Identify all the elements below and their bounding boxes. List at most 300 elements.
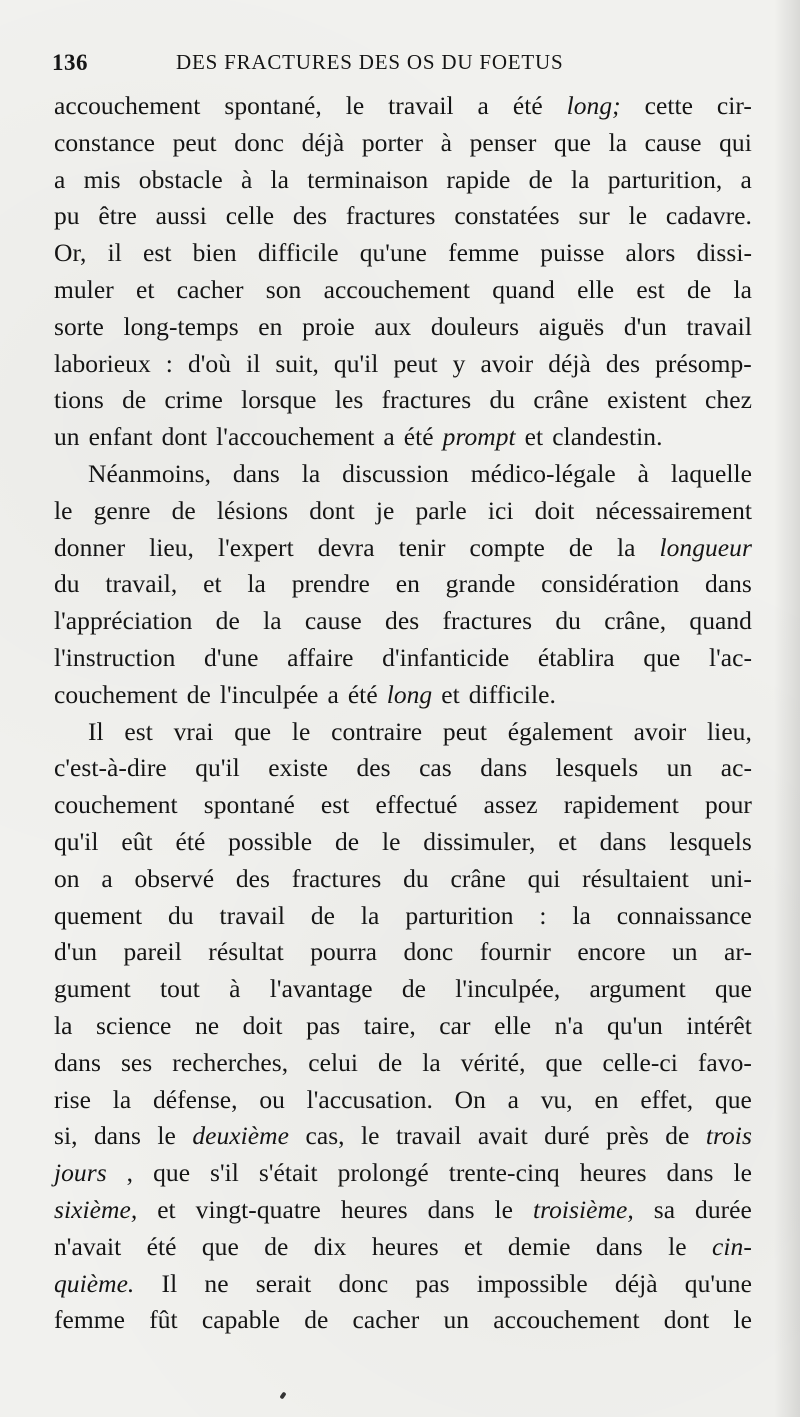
word: est	[124, 716, 153, 746]
word: de	[310, 900, 336, 930]
word: long;	[566, 91, 621, 120]
word: la	[422, 1047, 441, 1077]
word: pareil	[123, 937, 182, 967]
word: je	[375, 495, 395, 525]
word: bien	[192, 238, 237, 268]
word: d'un	[623, 311, 667, 341]
word: lieu,	[707, 716, 752, 746]
word: de	[304, 1305, 329, 1335]
text-line	[54, 750, 752, 787]
word: d'infanticide	[382, 642, 510, 672]
word: troisième,	[532, 1194, 634, 1224]
word: avoir	[633, 716, 687, 746]
word: porter	[361, 127, 424, 157]
text-line	[54, 566, 752, 603]
word: la	[733, 274, 752, 304]
word: été	[403, 422, 434, 452]
word: des	[605, 348, 641, 378]
word: été	[512, 91, 543, 120]
word: établira	[537, 642, 615, 672]
word: aux	[374, 311, 412, 341]
word: celle	[225, 201, 275, 231]
word: crâne	[533, 385, 589, 415]
page-edge-shadow	[774, 0, 800, 1417]
text-line	[54, 1229, 752, 1266]
word: aiguës	[538, 311, 605, 341]
word: cir-	[716, 91, 752, 120]
word: proie	[302, 311, 355, 341]
text-line	[54, 934, 752, 971]
word: la	[360, 900, 380, 930]
word: celle-ci	[602, 1047, 678, 1077]
word: le	[54, 495, 73, 525]
word: rise	[54, 1084, 92, 1114]
text-line	[54, 125, 752, 162]
word: peut	[393, 348, 438, 378]
word: nécessairement	[595, 495, 752, 525]
word: les	[334, 385, 364, 415]
word: fût	[149, 1305, 178, 1335]
word: effet,	[640, 1084, 694, 1114]
body-text	[54, 88, 752, 1339]
word: le	[291, 716, 311, 746]
word: constance	[54, 127, 155, 157]
word: du	[403, 863, 429, 893]
text-line	[54, 1155, 752, 1192]
text-line	[54, 861, 752, 898]
word: pour	[705, 790, 752, 820]
word: que	[201, 1231, 239, 1261]
word: parturition,	[607, 164, 723, 194]
word: prolongé	[337, 1158, 429, 1188]
word: et	[524, 422, 544, 452]
text-line	[54, 309, 752, 346]
word: à	[637, 458, 650, 488]
word: Il	[161, 1268, 178, 1298]
word: de	[687, 274, 712, 304]
word: en	[594, 1084, 619, 1114]
word: lésions	[216, 495, 289, 525]
text-line	[54, 493, 752, 530]
word: la	[608, 127, 628, 157]
word: discussion	[342, 458, 449, 488]
word: être	[98, 201, 137, 231]
page-header	[52, 50, 752, 80]
word: et	[464, 1231, 483, 1261]
word: prompt	[442, 422, 516, 452]
word: le	[628, 201, 648, 231]
word: des	[385, 606, 420, 636]
word: des	[235, 863, 270, 893]
word: c'est-à-dire	[54, 753, 167, 783]
word: la	[270, 164, 290, 194]
word: cacher	[176, 274, 244, 304]
word: quement	[54, 900, 143, 930]
word: un	[443, 1305, 470, 1335]
word: qui	[719, 127, 752, 157]
word: la	[54, 1010, 73, 1040]
text-line	[54, 346, 752, 383]
word: lesquels	[555, 753, 639, 783]
word: il	[246, 348, 261, 378]
word: l'inculpée	[219, 679, 319, 709]
word: dans	[232, 458, 280, 488]
word: dans	[595, 1231, 643, 1261]
word: ici	[487, 495, 514, 525]
text-line	[54, 382, 752, 419]
word: avoir	[480, 348, 534, 378]
word: également	[507, 716, 613, 746]
word: le	[381, 826, 401, 856]
word: deuxième	[192, 1121, 290, 1151]
word: cas,	[305, 1121, 345, 1151]
word: a	[740, 164, 752, 194]
word: vrai	[173, 716, 214, 746]
word: est	[636, 274, 665, 304]
word: à	[240, 164, 253, 194]
word: crime	[164, 385, 223, 415]
text-line	[54, 787, 752, 824]
word: l'avantage	[269, 974, 373, 1004]
word: impossible	[476, 1268, 588, 1298]
word: présomp-	[655, 348, 752, 378]
word: en	[395, 569, 420, 599]
word: donner	[54, 532, 126, 562]
word: gument	[54, 974, 131, 1004]
word: heures	[579, 1158, 647, 1188]
word: des	[356, 753, 391, 783]
word: fractures	[442, 606, 533, 636]
word: lorsque	[241, 385, 317, 415]
word: alors	[625, 238, 676, 268]
word: ses	[120, 1047, 153, 1077]
word: long-temps	[123, 311, 239, 341]
word: déjà	[301, 127, 345, 157]
word: tenir	[398, 532, 446, 562]
word: elle	[577, 274, 615, 304]
word: ne	[194, 1010, 220, 1040]
word: que	[643, 642, 681, 672]
text-line	[54, 1192, 752, 1229]
word: été	[146, 1231, 177, 1261]
word: travail	[686, 311, 752, 341]
word: du	[168, 900, 194, 930]
word: dont	[309, 495, 355, 525]
word: jours	[54, 1158, 107, 1188]
word: accouchement	[323, 274, 471, 304]
word: de	[378, 1047, 403, 1077]
text-line	[54, 88, 752, 125]
word: elle	[494, 1010, 532, 1040]
word: l'inculpée,	[455, 974, 561, 1004]
word: long	[386, 679, 433, 709]
word: duré	[544, 1121, 590, 1151]
word: le	[345, 91, 365, 120]
word: si,	[54, 1121, 78, 1151]
word: Il	[88, 716, 104, 746]
word: prendre	[291, 569, 370, 599]
word: dissimuler,	[423, 826, 536, 856]
word: crâne,	[604, 606, 667, 636]
word: peut	[442, 716, 487, 746]
word: peut	[172, 127, 217, 157]
word: obstacle	[138, 164, 223, 194]
word: science	[96, 1010, 172, 1040]
word: celui	[308, 1047, 359, 1077]
word: heures	[371, 1231, 439, 1261]
word: fractures	[345, 201, 436, 231]
word: ou	[259, 1084, 285, 1114]
word: dissi-	[696, 238, 752, 268]
word: dans	[480, 753, 528, 783]
word: puisse	[540, 238, 605, 268]
word: :	[539, 900, 547, 930]
word: femme	[448, 238, 520, 268]
word: rapide	[446, 164, 511, 194]
word: difficile.	[468, 679, 556, 709]
word: de	[665, 1121, 690, 1151]
word: femme	[54, 1305, 126, 1335]
word: sa	[653, 1194, 676, 1224]
word: spontané,	[224, 91, 322, 120]
word: qu'un	[607, 1010, 663, 1040]
word: déjà	[614, 1268, 658, 1298]
word: fractures	[381, 385, 472, 415]
word: l'ac-	[708, 642, 752, 672]
word: ar-	[724, 937, 752, 967]
word: donc	[234, 127, 285, 157]
word: il	[107, 238, 122, 268]
word: on	[54, 863, 80, 893]
word: taire,	[363, 1010, 416, 1040]
word: clandestin.	[552, 422, 663, 452]
word: car	[439, 1010, 471, 1040]
word: cacher	[352, 1305, 420, 1335]
word: dans	[666, 1158, 714, 1188]
word: n'avait	[54, 1231, 122, 1261]
word: qu'une	[359, 238, 427, 268]
word: le	[494, 1194, 514, 1224]
word: dans	[599, 826, 647, 856]
word: possible	[228, 826, 313, 856]
page-number: 136	[52, 50, 88, 75]
word: l'accusation.	[306, 1084, 433, 1114]
text-line	[54, 1118, 752, 1155]
word: du	[555, 606, 581, 636]
word: des	[292, 201, 328, 231]
word: quième.	[54, 1268, 135, 1298]
word: aussi	[155, 201, 207, 231]
text-line	[54, 530, 752, 567]
word: de	[401, 974, 427, 1004]
word: qu'il	[195, 753, 240, 783]
word: genre	[93, 495, 151, 525]
word: accouchement	[54, 91, 201, 120]
word: s'était	[258, 1158, 318, 1188]
word: sorte	[54, 311, 104, 341]
word: été	[175, 826, 206, 856]
word: vérité,	[460, 1047, 526, 1077]
word: cause	[304, 606, 362, 636]
word: l'appréciation	[54, 606, 193, 636]
word: que	[234, 716, 272, 746]
word: et	[441, 679, 460, 709]
word: a	[327, 679, 339, 709]
word: qui	[527, 863, 561, 893]
word: eût	[121, 826, 153, 856]
word: s'il	[210, 1158, 239, 1188]
text-line	[54, 162, 752, 199]
word: encore	[577, 937, 646, 967]
word: difficile	[257, 238, 339, 268]
word: que	[715, 974, 752, 1004]
word: compte	[469, 532, 545, 562]
word: laquelle	[670, 458, 752, 488]
word: affaire	[287, 642, 354, 672]
word: demie	[507, 1231, 571, 1261]
word: ,	[126, 1158, 134, 1188]
text-line	[54, 1302, 752, 1339]
word: favo-	[697, 1047, 752, 1077]
word: Or,	[54, 238, 87, 268]
word: sixième,	[54, 1194, 138, 1224]
word: lesquels	[669, 826, 752, 856]
word: tions	[54, 385, 104, 415]
word: qu'il	[333, 348, 379, 378]
word: couchement	[54, 790, 178, 820]
word: uni-	[710, 863, 752, 893]
word: longueur	[659, 532, 752, 562]
word: On	[454, 1084, 486, 1114]
word: travail,	[105, 569, 178, 599]
text-line	[54, 898, 752, 935]
word: contraire	[331, 716, 423, 746]
word: résultat	[208, 937, 284, 967]
word: doit	[534, 495, 575, 525]
word: à	[229, 974, 241, 1004]
word: la	[570, 164, 590, 194]
word: pas	[415, 1268, 450, 1298]
text-line	[54, 824, 752, 861]
word: le	[361, 1121, 380, 1151]
word: résultaient	[582, 863, 689, 893]
word: la	[112, 1084, 132, 1114]
word: dans	[93, 1121, 141, 1151]
word: le	[733, 1158, 752, 1188]
word: d'une	[204, 642, 259, 672]
word: effectué	[375, 790, 458, 820]
word: cas	[419, 753, 452, 783]
word: intérêt	[686, 1010, 752, 1040]
word: et	[558, 826, 577, 856]
text-line	[54, 456, 752, 493]
word: travail	[219, 900, 285, 930]
text-line	[54, 1008, 752, 1045]
word: doit	[242, 1010, 283, 1040]
word: fractures	[291, 863, 382, 893]
text-line	[54, 1082, 752, 1119]
word: cause	[644, 127, 702, 157]
text-line	[54, 640, 752, 677]
word: lieu,	[149, 532, 194, 562]
word: avait	[477, 1121, 528, 1151]
word: de	[171, 495, 196, 525]
word: existe	[268, 753, 328, 783]
text-line	[54, 603, 752, 640]
word: l'accouchement	[216, 422, 375, 452]
word: crâne	[450, 863, 506, 893]
word: dans	[427, 1194, 475, 1224]
word: et	[203, 569, 222, 599]
word: a	[54, 164, 66, 194]
word: couchement	[54, 679, 178, 709]
word: près	[606, 1121, 649, 1151]
word: cin-	[712, 1231, 752, 1261]
word: n'a	[554, 1010, 584, 1040]
word: fournir	[479, 937, 551, 967]
word: est	[142, 238, 172, 268]
word: muler	[54, 274, 114, 304]
word: chez	[705, 385, 752, 415]
word: argument	[589, 974, 686, 1004]
word: ac-	[720, 753, 752, 783]
word: a	[477, 91, 489, 120]
text-line	[54, 235, 752, 272]
text-line	[54, 714, 752, 751]
word: cadavre.	[665, 201, 752, 231]
text-line	[54, 272, 752, 309]
word: que	[554, 127, 591, 157]
word: devra	[317, 532, 375, 562]
word: a	[507, 1084, 519, 1114]
word: laborieux	[54, 348, 151, 378]
word: Néanmoins,	[88, 458, 212, 488]
word: pu	[54, 201, 80, 231]
word: et	[135, 274, 155, 304]
word: rapidement	[563, 790, 679, 820]
word: terminaison	[307, 164, 429, 194]
text-line	[54, 1266, 752, 1303]
word: suit,	[275, 348, 319, 378]
word: vu,	[540, 1084, 573, 1114]
word: dix	[313, 1231, 347, 1261]
word: dont	[161, 422, 208, 452]
word: dont	[663, 1305, 710, 1335]
word: dans	[704, 569, 752, 599]
running-head: DES FRACTURES DES OS DU FOETUS	[176, 50, 564, 74]
word: de	[122, 385, 147, 415]
word: que	[545, 1047, 583, 1077]
word: déjà	[548, 348, 591, 378]
word: recherches,	[172, 1047, 289, 1077]
word: qu'une	[684, 1268, 752, 1298]
word: qu'il	[54, 826, 99, 856]
text-line	[54, 419, 752, 456]
word: du	[489, 385, 516, 415]
word: donc	[338, 1268, 389, 1298]
word: que	[153, 1158, 191, 1188]
word: défense,	[152, 1084, 238, 1114]
word: pas	[306, 1010, 341, 1040]
word: assez	[483, 790, 538, 820]
word: considération	[541, 569, 680, 599]
word: le	[733, 1305, 752, 1335]
word: de	[568, 532, 594, 562]
word: accouchement	[493, 1305, 640, 1335]
word: quand	[492, 274, 555, 304]
ink-speck	[279, 1391, 286, 1399]
word: la	[301, 458, 321, 488]
